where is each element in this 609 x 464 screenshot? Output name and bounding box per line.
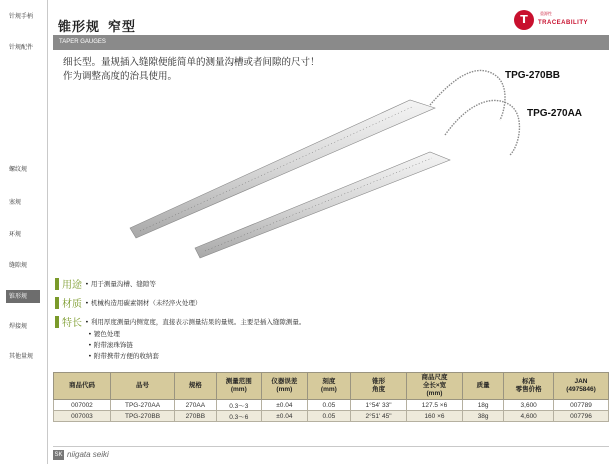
cell: 0.3～3 [216, 400, 262, 411]
bullet-plating: • 镀色处理 [88, 330, 120, 338]
col-range: 测量范围 (mm) [216, 373, 262, 400]
col-scale: 刻度 (mm) [307, 373, 350, 400]
col-jan: JAN (4975846) [554, 373, 609, 400]
col-size: 商品尺度 全长×宽 (mm) [407, 373, 463, 400]
col-mass: 质量 [462, 373, 503, 400]
feature-specialty [55, 314, 305, 329]
use-text: • 用于测量沟槽、缝隙等 [85, 280, 156, 288]
bullet-case: • 附带携带方便的收纳套 [88, 352, 159, 360]
cell: 127.5 ×6 [407, 400, 463, 411]
green-tag-icon [55, 278, 59, 290]
nav-item-weld-gauge[interactable]: 焊接规 [9, 323, 28, 330]
footer-divider [53, 446, 609, 447]
nav-item-taper-gauge[interactable]: 锥形规 [6, 290, 40, 303]
logo-small-text: 重源性 [540, 11, 552, 16]
use-heading: 用途 [62, 280, 82, 291]
nav-item-gap-gauge[interactable]: 缝隙规 [9, 262, 28, 269]
cell: 007796 [554, 411, 609, 422]
description-line-2: 作为调整高度的治具使用。 [63, 71, 178, 82]
green-tag-icon [55, 297, 59, 309]
green-tag-icon [55, 316, 59, 328]
nav-item-pin-gauge-handle[interactable]: 针规手柄 [9, 13, 34, 20]
bullet-chain: • 附带滚珠饰链 [88, 341, 133, 349]
col-model: 品号 [110, 373, 174, 400]
cell: 0.05 [307, 411, 350, 422]
cell: 1°54' 33" [351, 400, 407, 411]
table-row [54, 400, 609, 411]
col-spec: 规格 [175, 373, 216, 400]
cell: TPG-270BB [110, 411, 174, 422]
cell: 0.05 [307, 400, 350, 411]
page-title [58, 16, 136, 35]
feature-use [55, 276, 156, 291]
cell: 160 ×6 [407, 411, 463, 422]
section-bar: TAPER GAUGES [53, 35, 609, 50]
description-line-1: 细长型。量规插入缝隙便能简单的测量沟槽或者间隙的尺寸！ [63, 57, 320, 68]
cell: 3,600 [504, 400, 554, 411]
cell: 18g [462, 400, 503, 411]
spec-table [53, 372, 609, 422]
feature-material [55, 295, 201, 310]
model-label-270bb: TPG-270BB [505, 70, 561, 81]
traceability-logo-icon: T [514, 10, 534, 30]
cell: ±0.04 [262, 411, 308, 422]
cell: 007002 [54, 400, 111, 411]
nav-item-pin-gauge-accessories[interactable]: 针规配件 [9, 44, 34, 51]
cell: 38g [462, 411, 503, 422]
nav-item-thread-gauge[interactable]: 螺纹规 [9, 166, 28, 173]
col-error: 仪器误差 (mm) [262, 373, 308, 400]
title-main: 锥形规 [58, 20, 101, 35]
nav-item-other-gauges[interactable]: 其他量规 [9, 353, 34, 360]
nav-item-ring-gauge[interactable]: 环规 [9, 231, 22, 238]
cell: 007003 [54, 411, 111, 422]
cell: 270AA [175, 400, 216, 411]
cell: TPG-270AA [110, 400, 174, 411]
brand-footer [53, 450, 109, 460]
cell: 2°51' 45" [351, 411, 407, 422]
taper-gauge-photo [100, 60, 570, 260]
specialty-heading: 特长 [62, 318, 82, 329]
traceability-logo-text: TRACEABILITY [538, 20, 588, 26]
col-angle: 锥形 角度 [351, 373, 407, 400]
table-row [54, 411, 609, 422]
col-price: 标准 零售价格 [504, 373, 554, 400]
chain-2 [445, 100, 519, 155]
col-product-code: 商品代码 [54, 373, 111, 400]
chain-1 [430, 70, 505, 120]
cell: 0.3～6 [216, 411, 262, 422]
model-label-270aa: TPG-270AA [527, 108, 583, 119]
cell: 270BB [175, 411, 216, 422]
brand-logo-icon: SK [54, 452, 63, 458]
material-text: • 机械构造用碳素钢材（未经淬火处理） [85, 299, 202, 307]
cell: 007789 [554, 400, 609, 411]
cell: ±0.04 [262, 400, 308, 411]
table-header-row [54, 373, 609, 400]
title-sub: 窄型 [108, 20, 137, 35]
specialty-text: • 利用厚度测量内侧宽度，直接表示测量结果的量规。主要是插入缝隙测量。 [85, 318, 306, 326]
gauge-270aa [195, 152, 450, 258]
cell: 4,600 [504, 411, 554, 422]
nav-item-plug-gauge[interactable]: 塞规 [9, 199, 22, 206]
material-heading: 材质 [62, 299, 82, 310]
brand-name: niigata seiki [67, 450, 109, 460]
side-navigation [0, 0, 48, 464]
